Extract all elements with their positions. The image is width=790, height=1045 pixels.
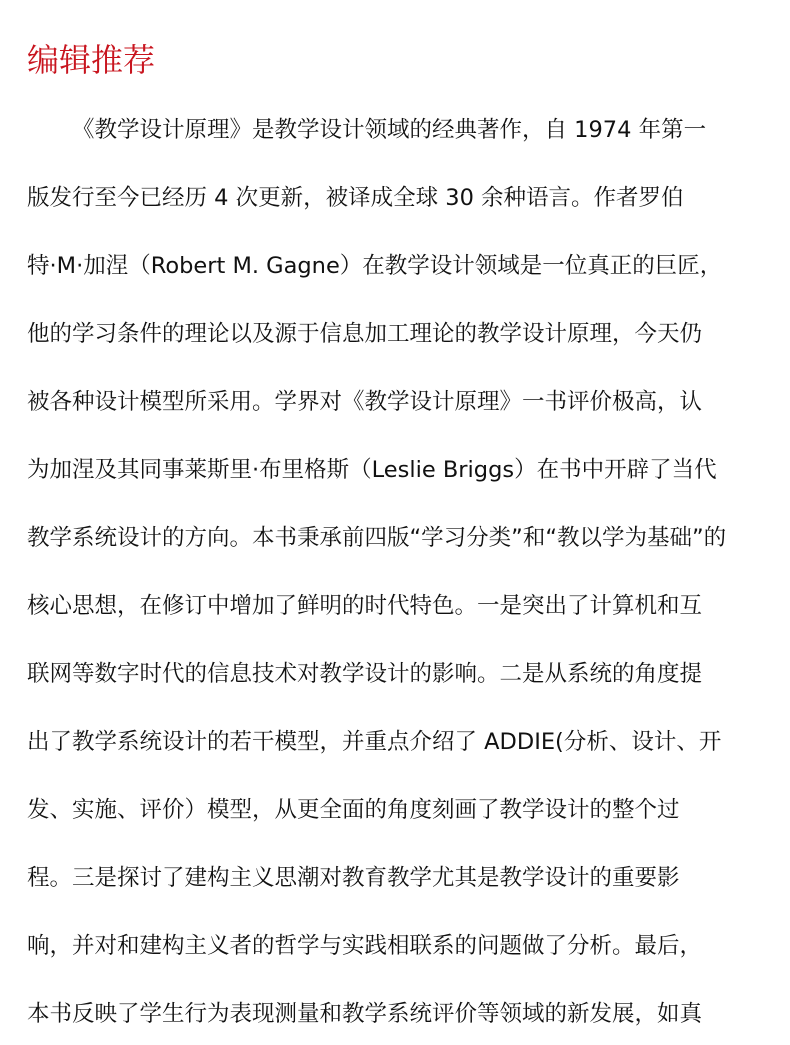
paragraph-line: 版发行至今已经历 4 次更新，被译成全球 30 余种语言。作者罗伯 — [27, 185, 684, 211]
paragraph-line: 特·M·加涅（Robert M. Gagne）在教学设计领域是一位真正的巨匠， — [27, 253, 723, 279]
paragraph-line: 联网等数字时代的信息技术对教学设计的影响。二是从系统的角度提 — [27, 661, 703, 687]
paragraph-line: 被各种设计模型所采用。学界对《教学设计原理》一书评价极高，认 — [27, 389, 703, 415]
paragraph-line: 程。三是探讨了建构主义思潮对教育教学尤其是教学设计的重要影 — [27, 865, 680, 891]
paragraph-line: 《教学设计原理》是教学设计领域的经典著作，自 1974 年第一 — [72, 117, 707, 143]
paragraph-line: 教学系统设计的方向。本书秉承前四版“学习分类”和“教以学为基础”的 — [27, 525, 727, 551]
paragraph-line: 发、实施、评价）模型，从更全面的角度刻画了教学设计的整个过 — [27, 797, 680, 823]
paragraph-line: 为加涅及其同事莱斯里·布里格斯（Leslie Briggs）在书中开辟了当代 — [27, 457, 717, 483]
paragraph-line: 核心思想，在修订中增加了鲜明的时代特色。一是突出了计算机和互 — [27, 593, 703, 619]
paragraph-line: 出了教学系统设计的若干模型，并重点介绍了 ADDIE(分析、设计、开 — [27, 729, 722, 755]
section-heading: 编辑推荐 — [27, 41, 156, 79]
paragraph-line: 他的学习条件的理论以及源于信息加工理论的教学设计原理，今天仍 — [27, 321, 703, 347]
paragraph-line: 本书反映了学生行为表现测量和教学系统评价等领域的新发展，如真 — [27, 1001, 703, 1027]
paragraph-line: 响，并对和建构主义者的哲学与实践相联系的问题做了分析。最后， — [27, 933, 703, 959]
